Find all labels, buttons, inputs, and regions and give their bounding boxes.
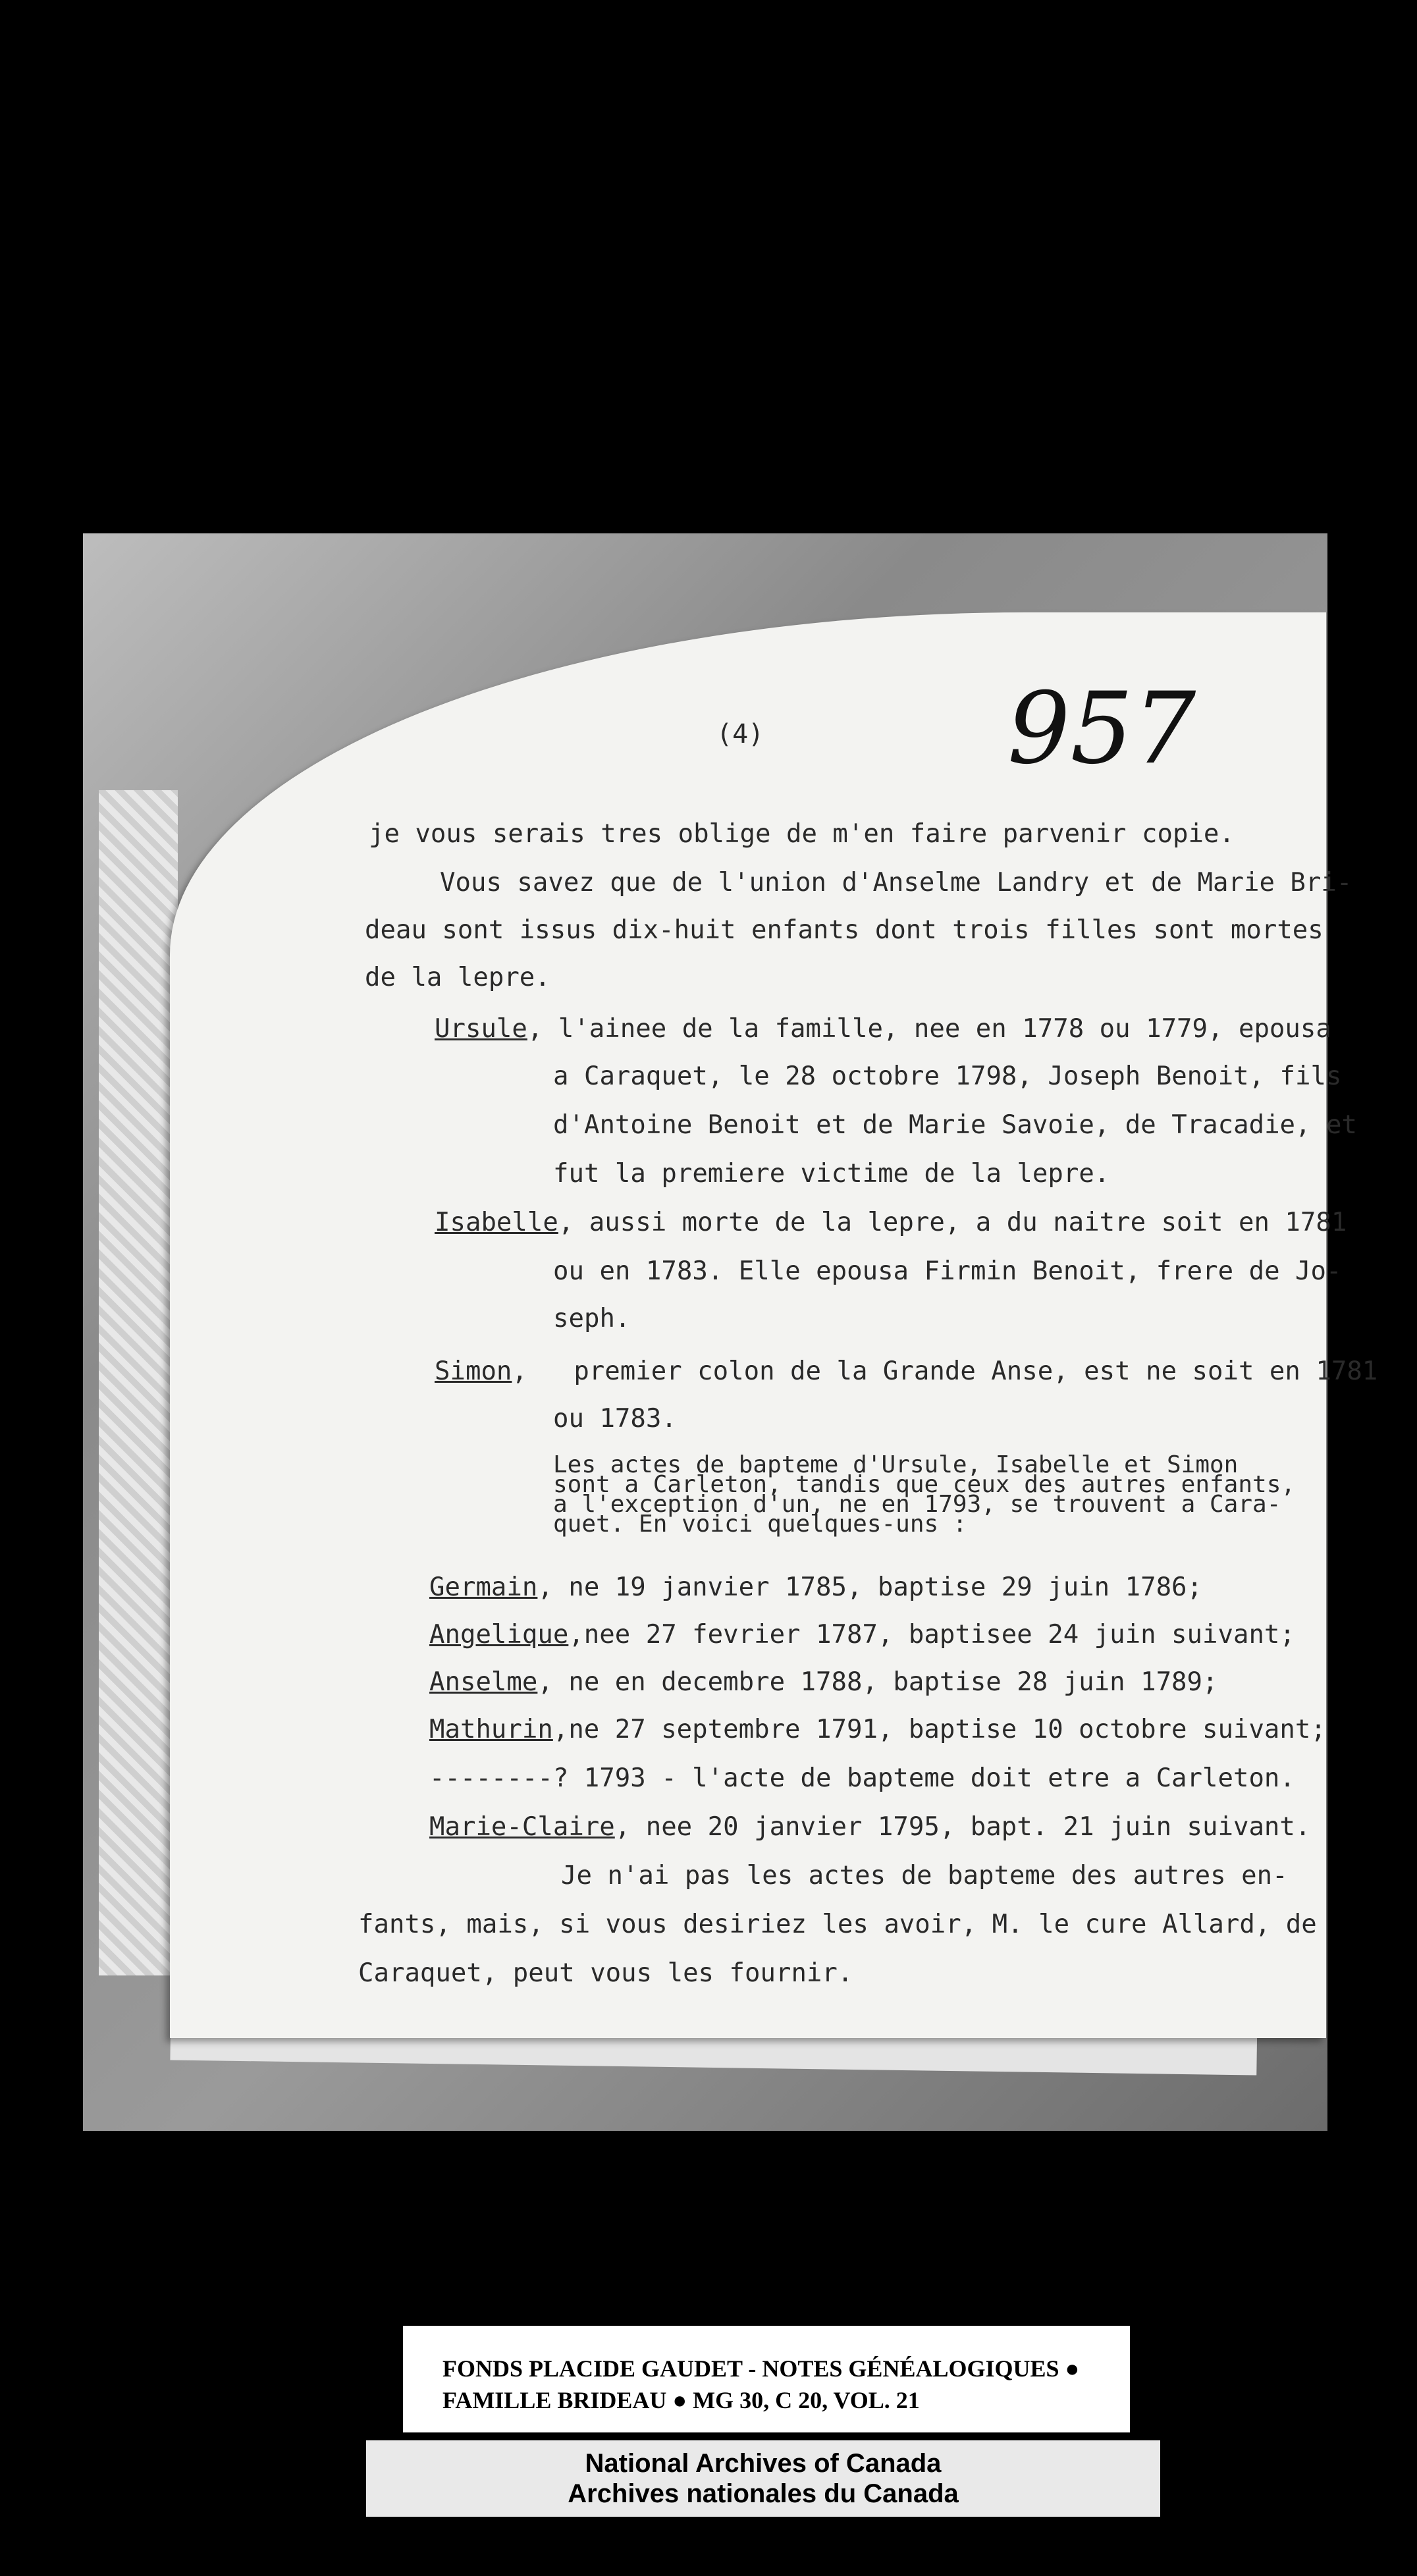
entry-text: fut la premiere victime de la lepre. [553, 1159, 1110, 1189]
child-text: ? 1793 - l'acte de bapteme doit etre a Carleton. [552, 1763, 1295, 1793]
entry-ursule [435, 1014, 1331, 1044]
fonds-caption-line: FONDS PLACIDE GAUDET - NOTES GÉNÉALOGIQUES ● [442, 2355, 1080, 2382]
entry-name: Ursule [435, 1014, 527, 1044]
child-name: Germain [429, 1572, 538, 1602]
child-entry [429, 1667, 1218, 1697]
child-entry [429, 1812, 1310, 1842]
child-text: , ne 19 janvier 1785, baptise 29 juin 1786; [537, 1572, 1203, 1602]
entry-text: d'Antoine Benoit et de Marie Savoie, de Tracadie, et [553, 1110, 1357, 1140]
handwritten-folio-number: 957 [1007, 672, 1196, 786]
child-text: , nee 20 janvier 1795, bapt. 21 juin suivant. [614, 1812, 1311, 1842]
child-name: Marie-Claire [429, 1812, 615, 1842]
archives-name-fr: Archives nationales du Canada [568, 2479, 959, 2508]
entry-text: , aussi morte de la lepre, a du naitre soit en 1781 [558, 1208, 1347, 1237]
intro-line: deau sont issus dix-huit enfants dont trois filles sont mortes [365, 915, 1323, 945]
entry-name: Simon [435, 1356, 512, 1386]
child-name: Angelique [429, 1620, 569, 1650]
entry-isabelle [435, 1208, 1347, 1237]
baptism-note-line: sont a Carleton, tandis que ceux des autres enfants, [553, 1471, 1296, 1498]
opening-line: je vous serais tres oblige de m'en faire parvenir copie. [369, 819, 1235, 849]
entry-text: a Caraquet, le 28 octobre 1798, Joseph Benoit, fils [553, 1061, 1342, 1091]
child-text: ,ne 27 septembre 1791, baptise 10 octobre suivant; [552, 1715, 1326, 1744]
intro-line: de la lepre. [365, 963, 550, 992]
child-name: Anselme [429, 1667, 538, 1697]
page-number: (4) [716, 719, 764, 749]
baptism-note-line: a l'exception d'un, ne en 1793, se trouvent a Cara- [553, 1491, 1281, 1518]
child-entry [429, 1715, 1326, 1744]
entry-text: , premier colon de la Grande Anse, est ne soit en 1781 [512, 1356, 1378, 1386]
closing-line: Caraquet, peut vous les fournir. [358, 1958, 853, 1988]
baptism-note-line: Les actes de bapteme d'Ursule, Isabelle et Simon [553, 1451, 1239, 1478]
archives-name-en: National Archives of Canada [585, 2449, 942, 2478]
child-text: , ne en decembre 1788, baptise 28 juin 1789; [537, 1667, 1218, 1697]
closing-line: Je n'ai pas les actes de bapteme des autres en- [561, 1861, 1288, 1891]
child-entry [429, 1620, 1295, 1650]
child-name: -------- [429, 1763, 553, 1793]
child-text: ,nee 27 fevrier 1787, baptisee 24 juin suivant; [568, 1620, 1295, 1650]
closing-line: fants, mais, si vous desiriez les avoir, M. le cure Allard, de [358, 1910, 1317, 1939]
baptism-note-line: quet. En voici quelques-uns : [553, 1511, 967, 1538]
child-entry [429, 1763, 1295, 1793]
entry-text: ou en 1783. Elle epousa Firmin Benoit, frere de Jo- [553, 1256, 1342, 1286]
child-name: Mathurin [429, 1715, 553, 1744]
child-entry [429, 1572, 1202, 1602]
archives-caption [366, 2440, 1160, 2517]
entry-text: , l'ainee de la famille, nee en 1778 ou 1779, epousa [527, 1014, 1331, 1044]
entry-text: ou 1783. [553, 1404, 677, 1434]
fonds-caption-line: FAMILLE BRIDEAU ● MG 30, C 20, VOL. 21 [442, 2387, 920, 2413]
entry-text: seph. [553, 1304, 631, 1333]
fonds-caption [403, 2326, 1130, 2432]
entry-name: Isabelle [435, 1208, 558, 1237]
entry-simon [435, 1356, 1377, 1386]
intro-line: Vous savez que de l'union d'Anselme Landry et de Marie Bri- [440, 868, 1352, 898]
